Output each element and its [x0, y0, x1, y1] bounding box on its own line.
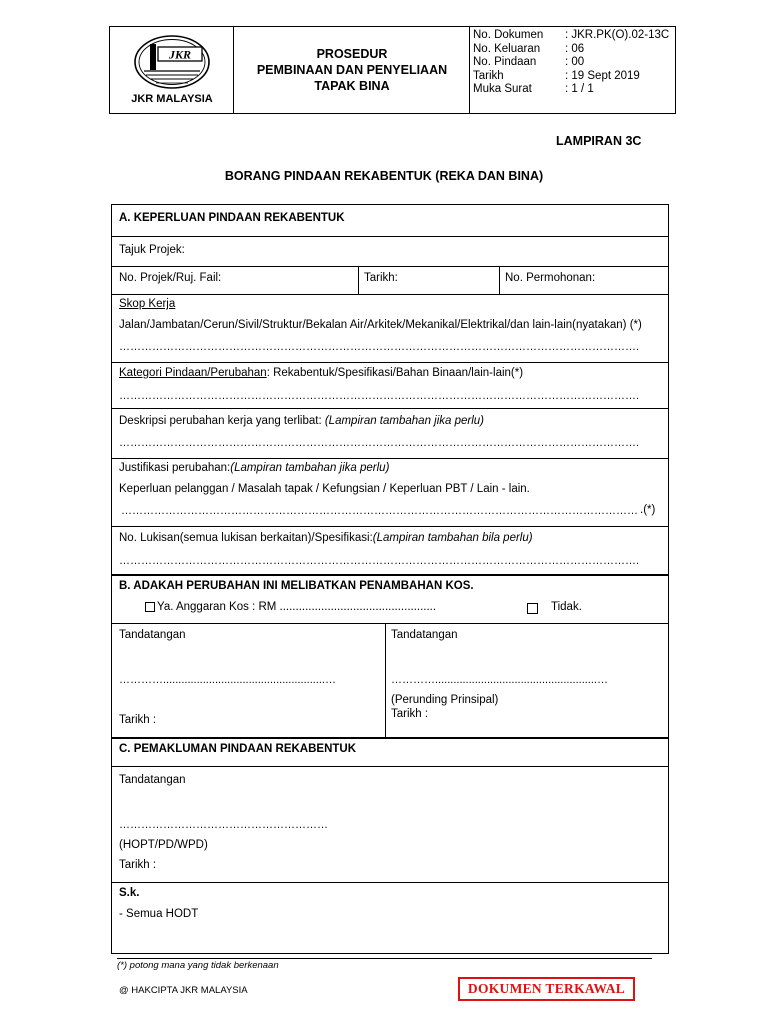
procedure-title [234, 27, 470, 112]
tajuk-projek-field[interactable]: Tajuk Projek: [119, 244, 185, 256]
meta-value: : 06 [565, 42, 585, 55]
svg-text:JKR: JKR [168, 47, 192, 62]
lampiran-label: LAMPIRAN 3C [556, 134, 642, 148]
meta-value: : 1 / 1 [565, 83, 594, 96]
meta-key: Tarikh [473, 69, 504, 82]
tarikh-field[interactable]: Tarikh: [364, 272, 398, 284]
meta-key: No. Pindaan [473, 56, 537, 69]
org-name: JKR MALAYSIA [131, 93, 213, 105]
meta-value: : JKR.PK(O).02-13C [565, 29, 670, 41]
b-left-date[interactable]: Tarikh : [119, 714, 157, 726]
b-right-date[interactable]: Tarikh : [391, 708, 429, 720]
meta-value: : 00 [565, 56, 585, 69]
b-right-sign-line[interactable]: ………….....................................................… [391, 674, 608, 686]
c-sign-label: Tandatangan [119, 774, 186, 786]
title-line-3: TAPAK BINA [314, 78, 390, 93]
justifikasi-options: Keperluan pelanggan / Masalah tapak / Kefungsian / Keperluan PBT / Lain - lain. [119, 483, 530, 495]
justifikasi-label: Justifikasi perubahan: [119, 462, 231, 474]
meta-row [470, 29, 675, 43]
copyright: @ HAKCIPTA JKR MALAYSIA [119, 985, 248, 996]
tidak-label: Tidak. [551, 601, 582, 613]
section-b-heading: B. ADAKAH PERUBAHAN INI MELIBATKAN PENAMBAHAN KOS. [119, 580, 474, 592]
deskripsi-label: Deskripsi perubahan kerja yang terlibat: [119, 415, 325, 427]
section-c-heading: C. PEMAKLUMAN PINDAAN REKABENTUK [119, 743, 357, 755]
sk-label: S.k. [119, 887, 140, 899]
meta-key: No. Keluaran [473, 42, 541, 55]
meta-row [470, 83, 675, 97]
lukisan-row [119, 532, 533, 544]
no-permohonan-field[interactable]: No. Permohonan: [505, 272, 596, 284]
b-right-sign-label: Tandatangan [391, 629, 458, 641]
c-date[interactable]: Tarikh : [119, 859, 157, 871]
title-line-1: PROSEDUR [316, 46, 388, 61]
lukisan-note: (Lampiran tambahan bila perlu) [372, 532, 533, 544]
tidak-checkbox[interactable] [527, 603, 538, 614]
kategori-line[interactable]: ……………………………………………………………………………………………………………………………. [119, 390, 640, 402]
document-header [109, 26, 676, 114]
justifikasi-row [119, 462, 389, 474]
skop-kerja-options: Jalan/Jambatan/Cerun/Sivil/Struktur/Bekalan Air/Arkitek/Mekanikal/Elektrikal/dan lain-lain(nyatakan) (*) [119, 319, 642, 331]
section-a-heading: A. KEPERLUAN PINDAAN REKABENTUK [119, 212, 345, 224]
form-title: BORANG PINDAAN REKABENTUK (REKA DAN BINA) [224, 169, 544, 183]
meta-row [470, 70, 675, 84]
document-meta [470, 29, 675, 97]
ya-checkbox[interactable] [145, 602, 155, 612]
meta-key: Muka Surat [473, 83, 532, 96]
c-sign-line[interactable]: ………………………………………………… [119, 819, 328, 831]
justifikasi-note: (Lampiran tambahan jika perlu) [230, 462, 390, 474]
kategori-label: Kategori Pindaan/Perubahan [119, 367, 267, 379]
meta-row [470, 43, 675, 57]
footnote: (*) potong mana yang tidak berkenaan [117, 960, 279, 971]
b-left-sign-line[interactable]: ………….....................................................… [119, 674, 336, 686]
deskripsi-note: (Lampiran tambahan jika perlu) [324, 415, 485, 427]
lukisan-line[interactable]: ……………………………………………………………………………………………………………………………. [119, 555, 640, 567]
jkr-emblem-icon [110, 27, 234, 95]
kategori-options: : Rekabentuk/Spesifikasi/Bahan Binaan/lain-lain(*) [266, 367, 524, 379]
b-left-sign-label: Tandatangan [119, 629, 186, 641]
meta-row [470, 56, 675, 70]
b-right-role: (Perunding Prinsipal) [391, 694, 499, 706]
controlled-document-stamp: DOKUMEN TERKAWAL [458, 977, 635, 1001]
sk-item: - Semua HODT [119, 908, 199, 920]
meta-value: : 19 Sept 2019 [565, 69, 640, 82]
c-role: (HOPT/PD/WPD) [119, 839, 208, 851]
footer-divider [117, 958, 652, 959]
amendment-form [111, 204, 669, 954]
title-line-2: PEMBINAAN DAN PENYELIAAN [256, 62, 448, 77]
deskripsi-line[interactable]: ……………………………………………………………………………………………………………………………. [119, 437, 640, 449]
skop-kerja-line[interactable]: ……………………………………………………………………………………………………………………………. [119, 341, 640, 353]
lukisan-label: No. Lukisan(semua lukisan berkaitan)/Spesifikasi: [119, 532, 373, 544]
ya-label: Ya. Anggaran Kos : RM ................................................. [157, 601, 437, 613]
kategori-row [119, 367, 523, 379]
meta-key: No. Dokumen [473, 29, 544, 41]
justifikasi-line[interactable]: …………………………………………………………………………………………………………………………… [121, 505, 638, 517]
skop-kerja-label: Skop Kerja [119, 298, 176, 310]
no-projek-field[interactable]: No. Projek/Ruj. Fail: [119, 272, 222, 284]
deskripsi-row [119, 415, 484, 427]
justifikasi-star: .(*) [640, 504, 656, 516]
